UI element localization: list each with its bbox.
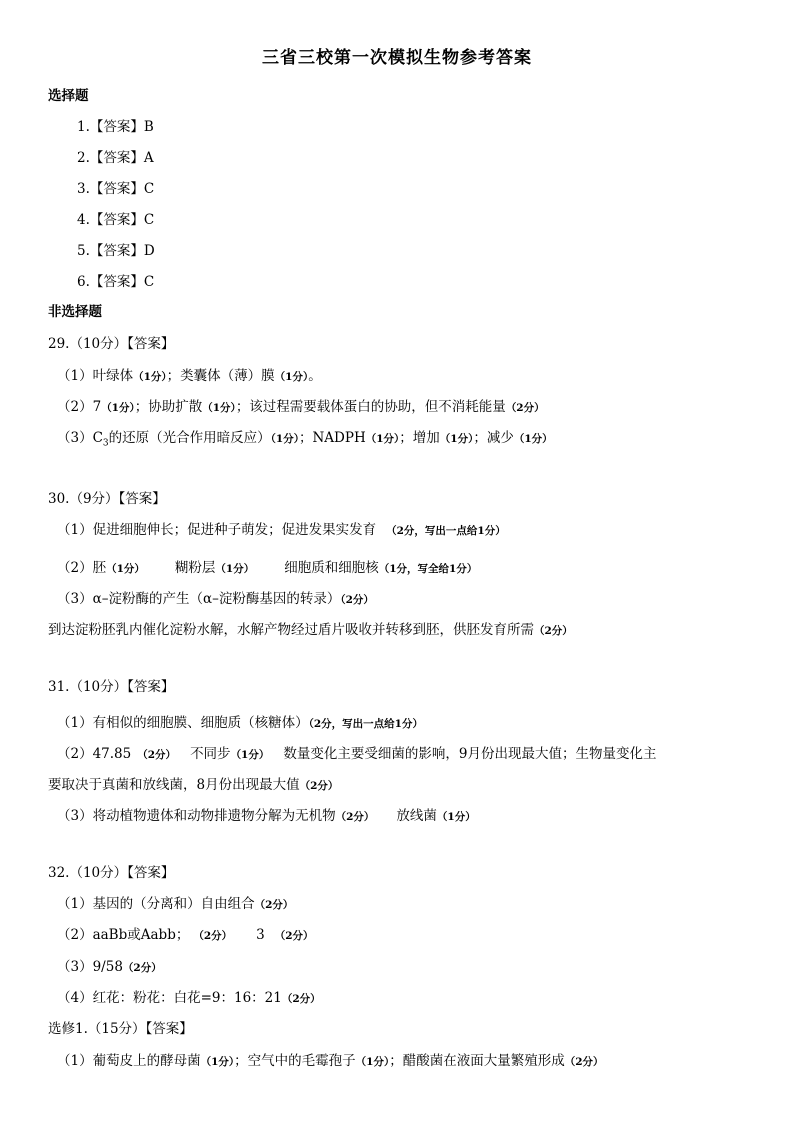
- points-label: （1分）: [270, 433, 299, 445]
- question-31-part-3: [57, 806, 476, 827]
- question-32-heading: 32.（10分）【答案】: [48, 865, 175, 881]
- answer-text: （2）胚: [57, 560, 107, 576]
- answer-text: （2）aaBb或Aabb；: [57, 927, 190, 943]
- subscript: 3: [102, 438, 109, 449]
- points-label: （1分）: [202, 402, 236, 414]
- question-31-part-2: [57, 744, 656, 765]
- points-label: （2分，写出一点给1分）: [386, 525, 506, 537]
- answer-text: ；空气中的毛霉孢子: [234, 1053, 356, 1069]
- answer-text: （3）将动植物遗体和动物排遗物分解为无机物: [57, 808, 336, 824]
- points-label: （2分）: [505, 402, 545, 414]
- page-title: 三省三校第一次模拟生物参考答案: [262, 48, 532, 68]
- elective-1-heading: 选修1.（15分）【答案】: [48, 1021, 193, 1037]
- choice-answer-2: 2.【答案】A: [77, 150, 154, 166]
- answer-text: 的还原（光合作用暗反应）: [108, 430, 271, 446]
- question-30-part-2: [57, 558, 477, 579]
- answer-text: （3）C: [57, 430, 103, 446]
- answer-text: ；该过程需要载体蛋白的协助，但不消耗能量: [235, 399, 506, 415]
- choice-answer-5: 5.【答案】D: [77, 243, 155, 259]
- answer-text: （2）7: [57, 399, 102, 415]
- question-30-part-3: [57, 589, 374, 610]
- points-label: （1分）: [106, 563, 145, 575]
- points-label: （1分）: [200, 1056, 235, 1068]
- points-label: （1分）: [439, 433, 474, 445]
- elective-1-part-1: [57, 1051, 604, 1072]
- question-29-part-2: [57, 397, 545, 418]
- points-label: （1分，写全给1分）: [378, 563, 478, 575]
- points-label: （2分）: [340, 594, 374, 606]
- points-label: （2分，写出一点给1分）: [308, 718, 423, 730]
- question-32-part-2: [57, 925, 314, 946]
- answer-text: （1）有相似的细胞膜、细胞质（核糖体）: [57, 715, 309, 731]
- points-label: （1分）: [215, 563, 255, 575]
- answer-text: （1）叶绿体: [57, 368, 134, 384]
- points-label: （2分）: [137, 749, 177, 761]
- choice-answer-3: 3.【答案】C: [77, 181, 155, 197]
- answer-text: 糊粉层: [174, 560, 216, 576]
- answer-text: ；增加: [399, 430, 440, 446]
- question-30-part-3-continued: [48, 620, 573, 641]
- points-label: （2分）: [564, 1056, 604, 1068]
- points-label: （2分）: [274, 930, 314, 942]
- answer-text: ；NADPH: [298, 430, 366, 446]
- points-label: （2分）: [122, 962, 162, 974]
- question-30-heading: 30.（9分）【答案】: [48, 491, 166, 507]
- points-label: （1分）: [274, 371, 309, 383]
- answer-text: （1）葡萄皮上的酵母菌: [57, 1053, 201, 1069]
- points-label: （2分）: [534, 625, 573, 637]
- points-label: （1分）: [133, 371, 167, 383]
- question-31-part-1: [57, 713, 423, 734]
- answer-text: 要取决于真菌和放线菌，8月份出现最大值: [48, 777, 300, 793]
- answer-text: 到达淀粉胚乳内催化淀粉水解，水解产物经过盾片吸收并转移到胚，供胚发育所需: [48, 622, 534, 638]
- answer-text: 数量变化主要受细菌的影响，9月份出现最大值；生物量变化主: [283, 746, 657, 762]
- answer-text: 细胞质和细胞核: [284, 560, 379, 576]
- answer-text: ；减少: [473, 430, 514, 446]
- points-label: （2分）: [193, 930, 233, 942]
- points-label: （2分）: [335, 811, 375, 823]
- section-heading-non-choice: 非选择题: [48, 304, 102, 320]
- answer-text: 不同步: [190, 746, 231, 762]
- points-label: （1分）: [365, 433, 400, 445]
- answer-text: ；类囊体（薄）膜: [166, 368, 275, 384]
- question-29-part-3: [57, 428, 553, 454]
- choice-answer-1: 1.【答案】B: [77, 119, 154, 135]
- answer-text: ；协助扩散: [134, 399, 203, 415]
- question-32-part-1: [57, 894, 293, 915]
- points-label: （1分）: [436, 811, 476, 823]
- points-label: （1分）: [355, 1056, 390, 1068]
- answer-text: （1）基因的（分离和）自由组合: [57, 896, 255, 912]
- points-label: （1分）: [101, 402, 135, 414]
- answer-text: （3）α–淀粉酶的产生（α–淀粉酶基因的转录）: [57, 591, 341, 607]
- answer-text: （2）47.85: [57, 746, 132, 762]
- answer-text: （1）促进细胞伸长；促进种子萌发；促进发果实发育: [57, 522, 377, 538]
- question-30-part-1: [57, 520, 506, 541]
- answer-text: ；醋酸菌在液面大量繁殖形成: [389, 1053, 565, 1069]
- question-31-heading: 31.（10分）【答案】: [48, 679, 175, 695]
- answer-text: 。: [308, 368, 322, 384]
- answer-text: （4）红花：粉花：白花=9：16：21: [57, 990, 282, 1006]
- choice-answer-6: 6.【答案】C: [77, 274, 155, 290]
- answer-text: （3）9/58: [57, 959, 123, 975]
- points-label: （2分）: [299, 780, 339, 792]
- question-32-part-3: [57, 957, 162, 978]
- answer-text: 放线菌: [396, 808, 437, 824]
- question-32-part-4: [57, 988, 321, 1009]
- answer-text: 3: [256, 927, 265, 943]
- choice-answer-4: 4.【答案】C: [77, 212, 155, 228]
- question-29-heading: 29.（10分）【答案】: [48, 336, 175, 352]
- points-label: （1分）: [230, 749, 270, 761]
- points-label: （2分）: [281, 993, 321, 1005]
- question-29-part-1: [57, 366, 322, 387]
- points-label: （1分）: [513, 433, 553, 445]
- section-heading-choice: 选择题: [48, 88, 89, 104]
- question-31-part-2-continued: [48, 775, 338, 796]
- points-label: （2分）: [254, 899, 294, 911]
